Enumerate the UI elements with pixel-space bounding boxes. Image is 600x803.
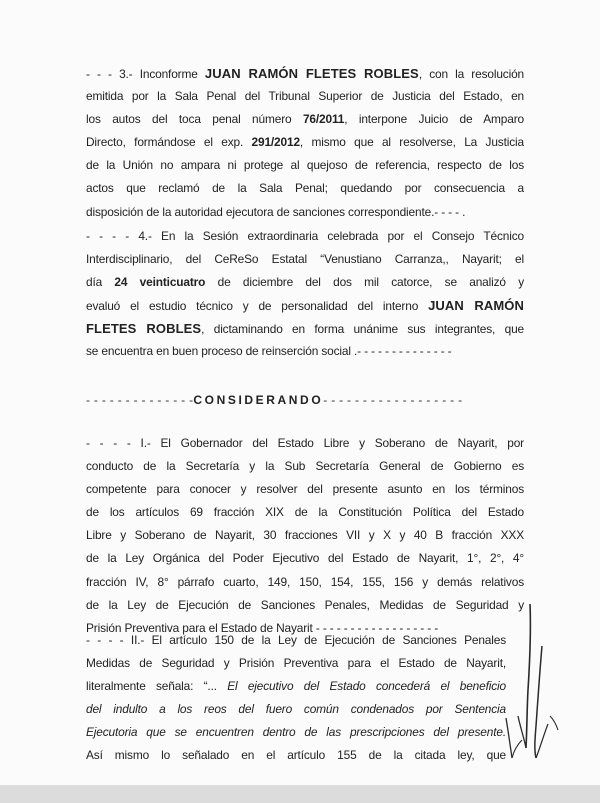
paragraph-II-line (86, 698, 506, 721)
heading-title: CONSIDERANDO (193, 393, 324, 407)
paragraph-I-line: Prisión Preventiva para el Estado de Nayarit - - - - - - - - - - - - - - - - - - (86, 620, 439, 635)
paragraph-3-line: emitida por la Sala Penal del Tribunal Superior de Justicia del Estado, en (86, 89, 524, 104)
paragraph-II-line: - - - - II.- El artículo 150 de la Ley de Ejecución de Sanciones Penales (86, 633, 506, 647)
paragraph-I (86, 432, 524, 640)
paragraph-II-line: Medidas de Seguridad y Prisión Preventiva para el Estado de Nayarit, (86, 656, 506, 671)
quoted-text: El ejecutivo del Estado concederá el beneficio (227, 679, 506, 694)
paragraph-3-line: disposición de la autoridad ejecutora de sanciones correspondiente.- - - - . (86, 204, 466, 219)
quoted-text: Ejecutoria que se encuentren dentro de las prescripciones del presente. (86, 725, 506, 740)
paragraph-4-line: FLETES ROBLES, dictaminando en forma unánime sus integrantes, que (86, 321, 524, 337)
paragraph-4-line: se encuentra en buen proceso de reinserción social .- - - - - - - - - - - - - - (86, 344, 452, 359)
paragraph-I-line: - - - - I.- El Gobernador del Estado Libre y Soberano de Nayarit, por (86, 436, 524, 450)
considerando-heading: - - - - - - - - - - - - - -CONSIDERANDO- - - - - - - - - - - - - - - - - - (86, 393, 463, 407)
paragraph-I-line: de la Ley de Ejecución de Sanciones Penales, Medidas de Seguridad y (86, 597, 524, 612)
paragraph-I-line: de la Ley Orgánica del Poder Ejecutivo del Estado de Nayarit, 1°, 2°, 4° (86, 551, 524, 566)
paragraph-I-line: fracción IV, 8° párrafo cuarto, 149, 150, 154, 155, 156 y demás relativos (86, 574, 524, 589)
handwritten-signature (500, 598, 570, 778)
paragraph-3-line: los autos del toca penal número 76/2011, interpone Juicio de Amparo (86, 112, 524, 127)
paragraph-I-line: de los artículos 69 fracción XIX de la Constitución Política del Estado (86, 505, 524, 520)
session-day: 24 veinticuatro (114, 275, 206, 290)
paragraph-I-line: conducto de la Secretaría y la Sub Secretaría General de Gobierno es (86, 459, 524, 474)
paragraph-4-line: Interdisciplinario, del CeReSo Estatal “Venustiano Carranza,, Nayarit; el (86, 252, 524, 267)
paragraph-4 (86, 225, 524, 364)
paragraph-3-line: - - - 3.- Inconforme JUAN RAMÓN FLETES ROBLES, con la resolución (86, 66, 524, 81)
inmate-name: JUAN RAMÓN FLETES ROBLES (204, 66, 419, 81)
paragraph-4-line: evaluó el estudio técnico y de personalidad del interno JUAN RAMÓN (86, 298, 524, 314)
scan-bottom-margin (0, 785, 600, 803)
inmate-name: JUAN RAMÓN (428, 298, 524, 314)
inmate-name: FLETES ROBLES (86, 321, 202, 337)
toca-number: 76/2011 (302, 112, 345, 127)
paragraph-I-line: competente para conocer y resolver del presente asunto en los términos (86, 482, 524, 497)
paragraph-II-line: Así mismo lo señalado en el artículo 155 de la citada ley, que (86, 748, 506, 763)
paragraph-3-line: Directo, formándose el exp. 291/2012, mismo que al resolverse, La Justicia (86, 135, 524, 150)
paragraph-II-line: literalmente señala: “... El ejecutivo del Estado concederá el beneficio (86, 679, 506, 694)
exp-number: 291/2012 (251, 135, 300, 150)
quoted-text: del indulto a los reos del fuero común condenados por Sentencia (86, 702, 506, 717)
paragraph-4-line: día 24 veinticuatro de diciembre del dos mil catorce, se analizó y (86, 275, 524, 290)
paragraph-II (86, 629, 506, 768)
paragraph-3-line: de la Unión no ampara ni protege al quejoso de referencia, respecto de los (86, 158, 524, 173)
paragraph-4-line: - - - - 4.- En la Sesión extraordinaria celebrada por el Consejo Técnico (86, 229, 524, 243)
paragraph-II-line (86, 721, 506, 744)
paragraph-3 (86, 62, 524, 224)
paragraph-3-line: actos que reclamó de la Sala Penal; quedando por consecuencia a (86, 181, 524, 196)
paragraph-I-line: Libre y Soberano de Nayarit, 30 fracciones VII y X y 40 B fracción XXX (86, 528, 524, 543)
